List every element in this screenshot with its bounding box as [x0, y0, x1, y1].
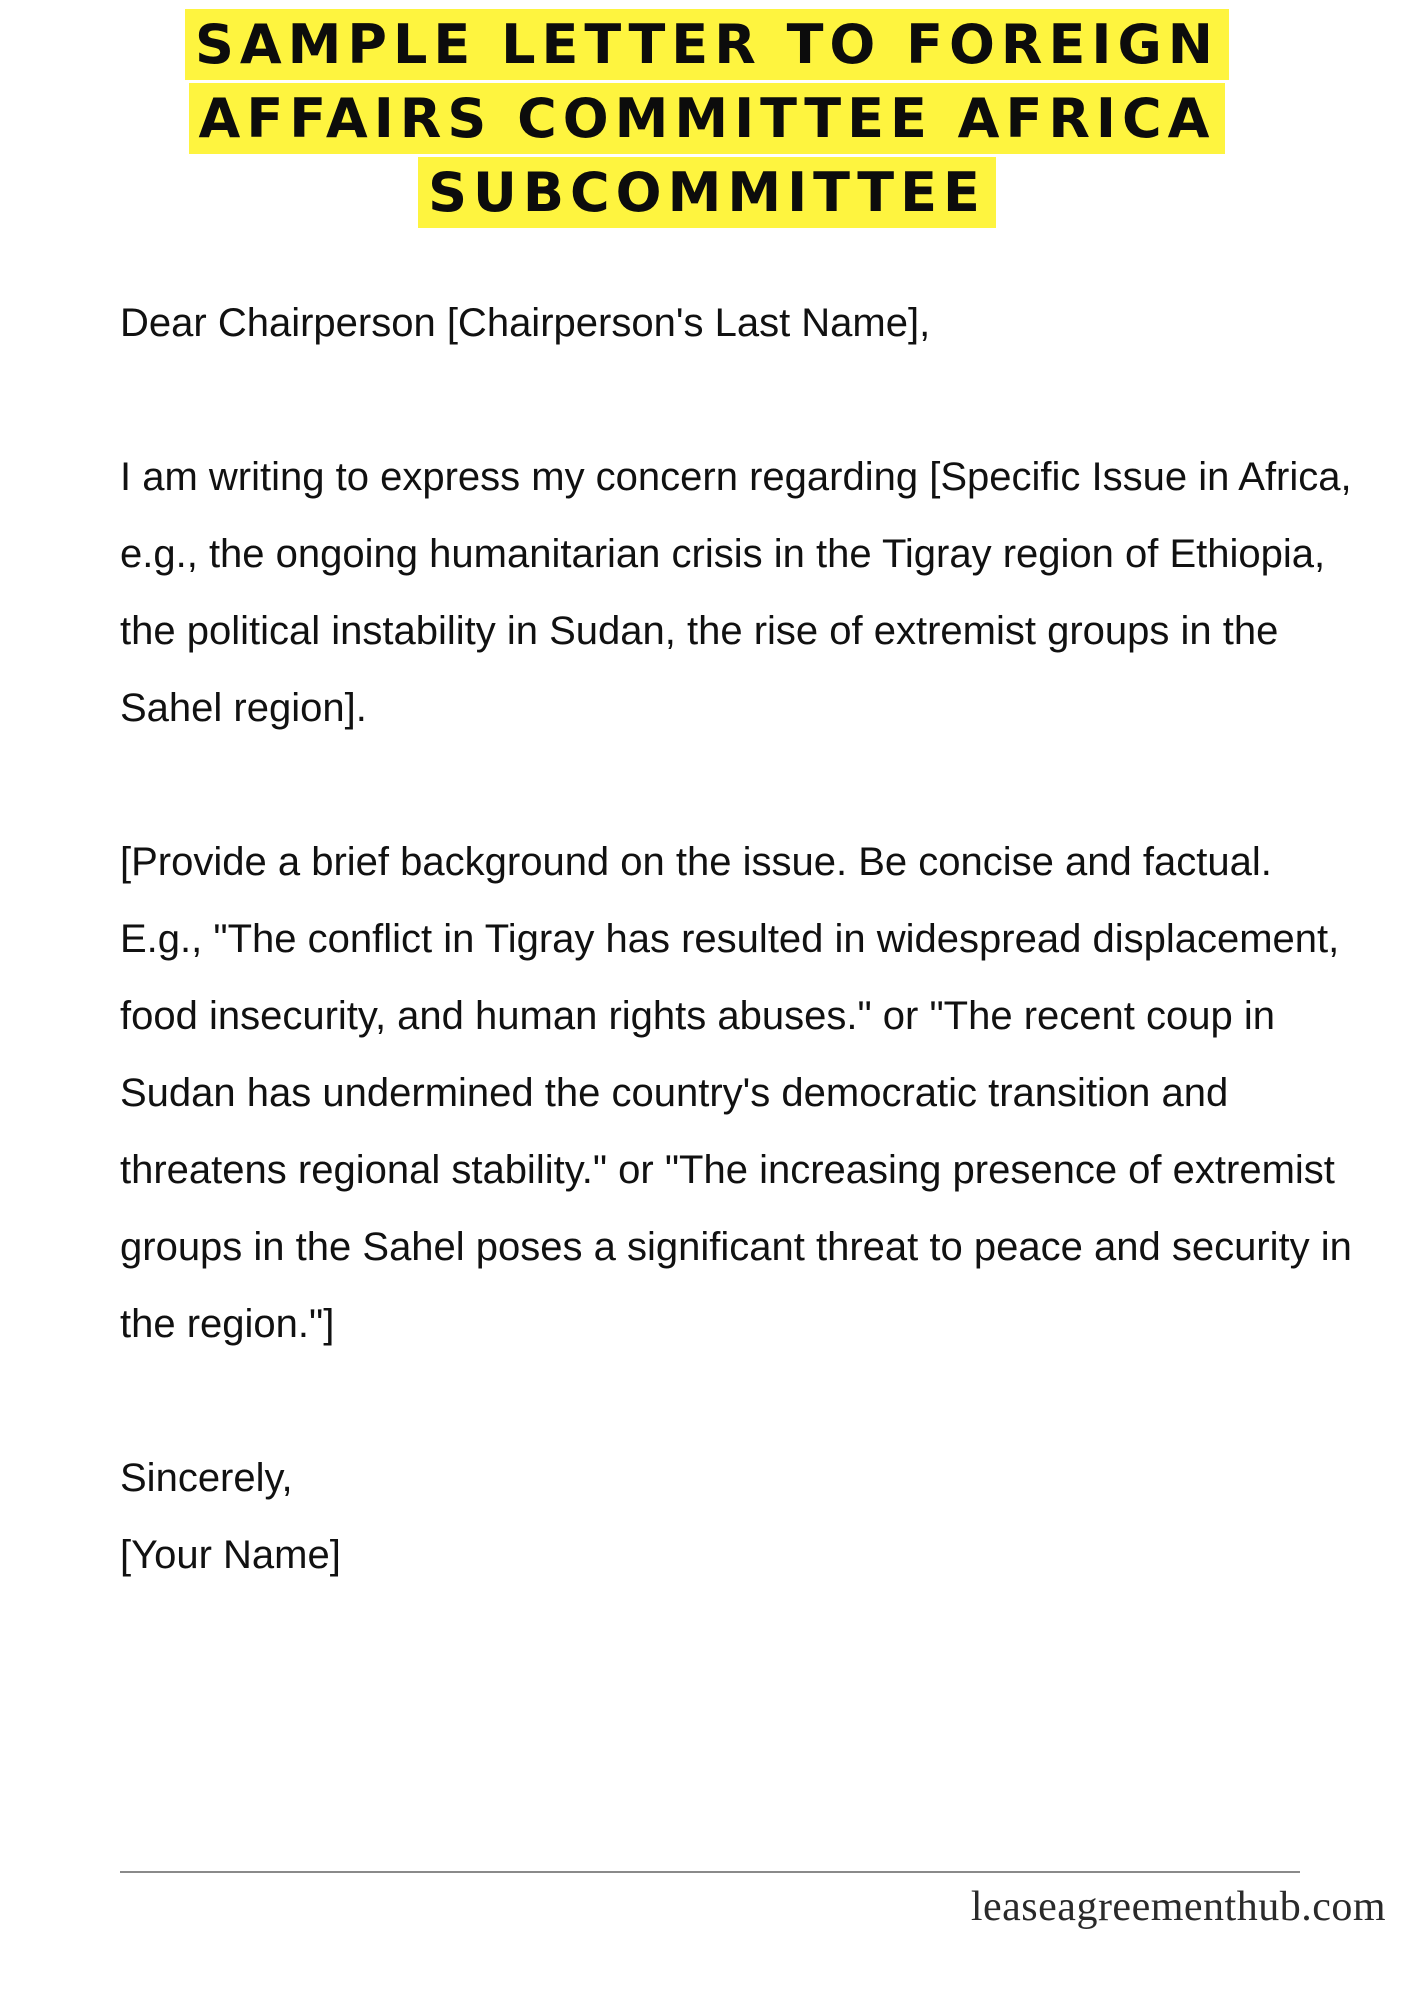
website-watermark: leaseagreementhub.com — [970, 1884, 1386, 1930]
salutation: Dear Chairperson [Chairperson's Last Name], — [120, 301, 931, 345]
letter-body — [120, 285, 1360, 1594]
closing: Sincerely, — [120, 1456, 293, 1500]
document-title — [0, 0, 1414, 230]
title-line-3: SUBCOMMITTEE — [418, 157, 996, 228]
signature: [Your Name] — [120, 1533, 341, 1577]
paragraph-concern: I am writing to express my concern regarding [Specific Issue in Africa, e.g., the ongoing humanitarian crisis in the Tigray region of Ethiopia, the political instability in Sudan, the rise of extremist groups in the Sahel region]. — [120, 455, 1352, 730]
paragraph-background: [Provide a brief background on the issue. Be concise and factual. E.g., "The conflict in Tigray has resulted in widespread displacement, food insecurity, and human rights abuses." or "The recent coup in Sudan has undermined the country's democratic transition and threatens regional stability." or "The increasing presence of extremist groups in the Sahel poses a significant threat to peace and security in the region."] — [120, 840, 1352, 1346]
title-line-1: SAMPLE LETTER TO FOREIGN — [185, 9, 1229, 80]
footer-divider — [120, 1871, 1300, 1873]
title-line-2: AFFAIRS COMMITTEE AFRICA — [189, 83, 1226, 154]
